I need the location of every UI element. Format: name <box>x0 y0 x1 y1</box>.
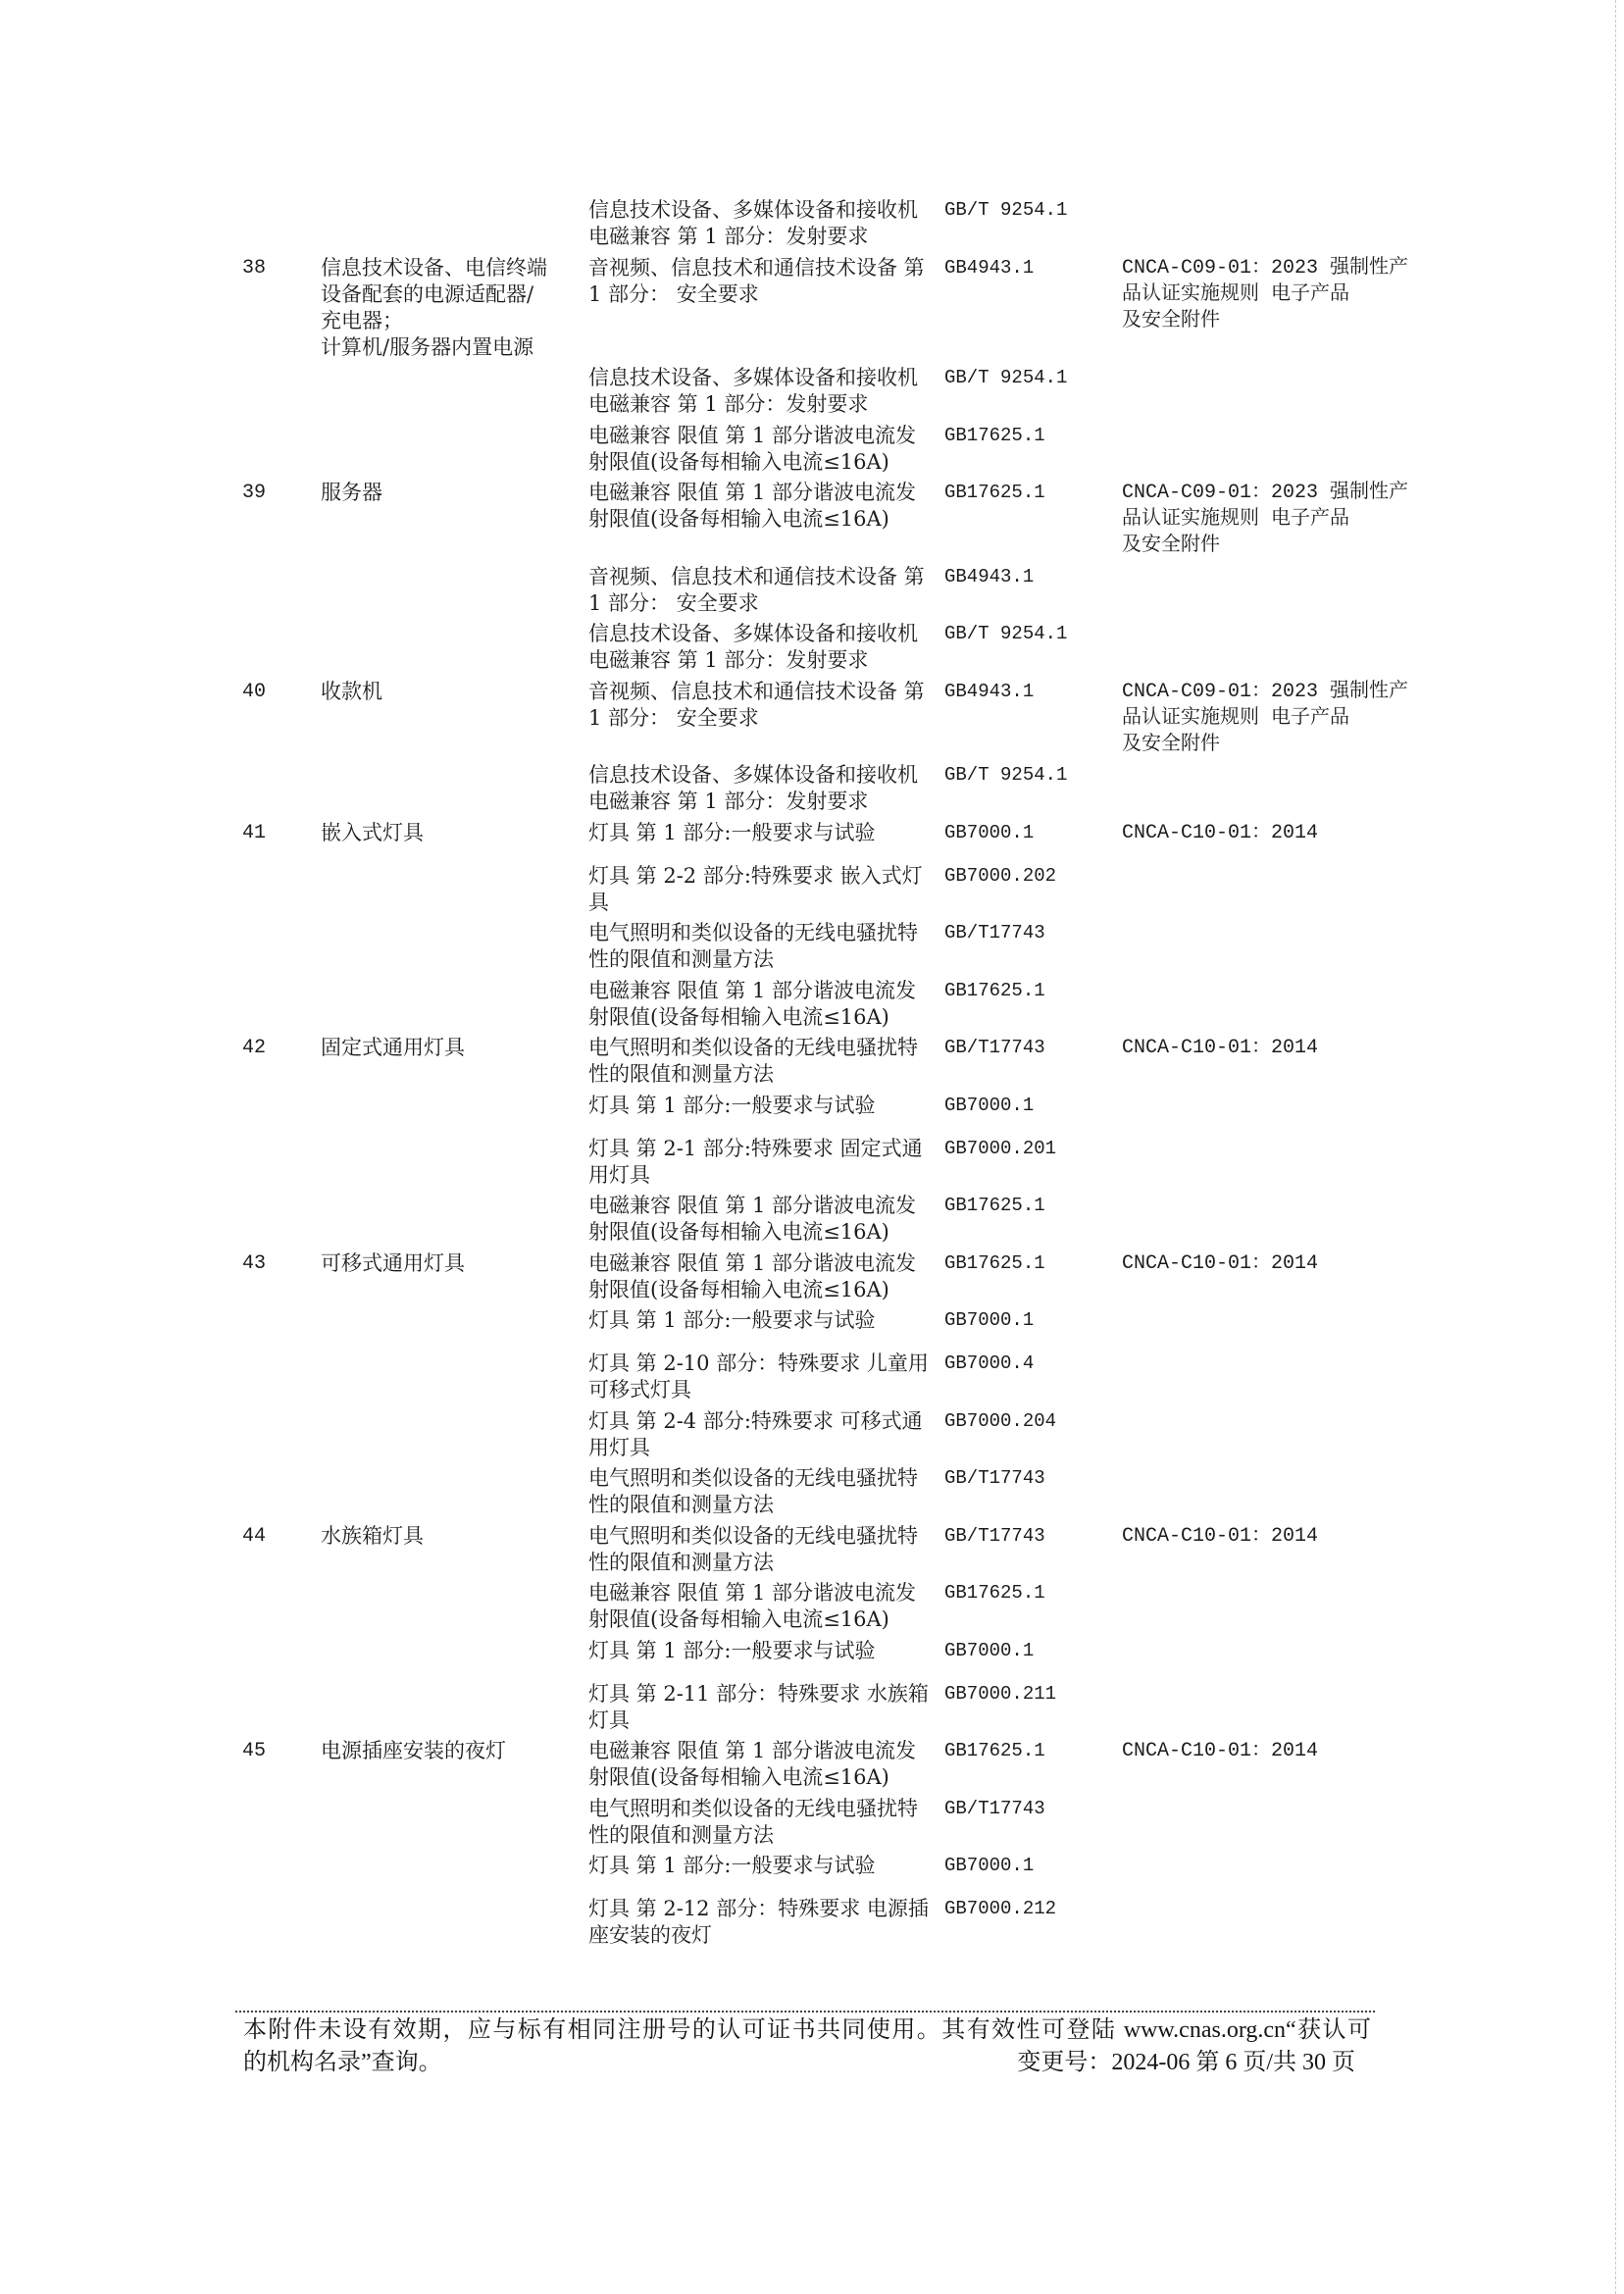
row-number: 44 <box>242 1524 267 1548</box>
standard-number: GB/T 9254.1 <box>944 367 1068 388</box>
product-name <box>321 621 588 674</box>
standard-name <box>588 1681 944 1734</box>
standard-name <box>588 1580 944 1633</box>
product-name <box>321 1307 588 1347</box>
certification-rule <box>1122 564 1416 617</box>
standard-name <box>588 365 944 418</box>
table-row <box>242 1853 1416 1896</box>
certification-rule <box>1122 480 1416 559</box>
standard-name <box>588 423 944 476</box>
standard-name-line: 座安装的夜灯 <box>588 1923 712 1947</box>
certification-rule-line: CNCA-C10-01：2014 <box>1122 1037 1319 1059</box>
product-name <box>321 1035 588 1088</box>
standard-name-line: 1 部分： 安全要求 <box>588 281 759 306</box>
standard-name <box>588 1035 944 1088</box>
product-name <box>321 423 588 476</box>
standard-name-line: 信息技术设备、多媒体设备和接收机 <box>588 366 918 389</box>
row-number <box>242 1351 321 1403</box>
certification-rule-line: 及安全附件 <box>1122 733 1220 756</box>
certification-rule <box>1122 365 1416 418</box>
table-row <box>242 1465 1416 1523</box>
standard-name <box>588 1408 944 1461</box>
product-name-line: 可移式通用灯具 <box>321 1250 465 1275</box>
product-name <box>321 255 588 361</box>
table-row <box>242 1681 1416 1739</box>
row-number <box>242 1465 321 1518</box>
standard-number: GB17625.1 <box>944 1195 1045 1216</box>
product-name-line: 设备配套的电源适配器/ <box>321 281 534 306</box>
row-number <box>242 863 321 916</box>
product-name <box>321 480 588 559</box>
product-name <box>321 679 588 758</box>
standard-name-line: 射限值(设备每相输入电流≤16A) <box>588 1765 889 1789</box>
row-number: 42 <box>242 1037 267 1059</box>
standard-number: GB17625.1 <box>944 482 1045 503</box>
standard-name-line: 电气照明和类似设备的无线电骚扰特 <box>588 1523 918 1548</box>
table-row <box>242 365 1416 423</box>
product-name <box>321 1465 588 1518</box>
row-number <box>242 762 321 815</box>
product-name-line: 收款机 <box>321 679 382 703</box>
table-row <box>242 1796 1416 1854</box>
standard-name-line: 电气照明和类似设备的无线电骚扰特 <box>588 1466 918 1490</box>
standard-name-line: 信息技术设备、多媒体设备和接收机 <box>588 763 918 787</box>
standard-name <box>588 1738 944 1791</box>
certification-rule <box>1122 820 1416 859</box>
standard-name <box>588 1193 944 1246</box>
certification-rule <box>1122 1796 1416 1849</box>
certification-rule <box>1122 863 1416 916</box>
standard-name-line: 灯具 第 2-2 部分:特殊要求 嵌入式灯 <box>588 863 923 888</box>
standard-name-line: 用灯具 <box>588 1435 650 1459</box>
table-row <box>242 1580 1416 1638</box>
standard-name-line: 可移式灯具 <box>588 1378 691 1402</box>
certification-rule <box>1122 1681 1416 1734</box>
standard-number: GB4943.1 <box>944 680 1035 702</box>
standard-name-line: 灯具 第 2-1 部分:特殊要求 固定式通 <box>588 1136 923 1160</box>
table-row <box>242 820 1416 863</box>
certification-rule-line: CNCA-C09-01：2023 强制性产 <box>1122 482 1409 504</box>
standard-number: GB7000.201 <box>944 1137 1057 1159</box>
certification-rule <box>1122 1408 1416 1461</box>
standard-name-line: 性的限值和测量方法 <box>588 947 774 971</box>
row-number <box>242 920 321 973</box>
certification-rule <box>1122 920 1416 973</box>
standard-name <box>588 1136 944 1189</box>
standard-name <box>588 255 944 361</box>
standard-number: GB7000.4 <box>944 1352 1035 1374</box>
table-row <box>242 679 1416 763</box>
scan-edge-line <box>1615 0 1616 2294</box>
row-number <box>242 621 321 674</box>
standard-name <box>588 564 944 617</box>
accreditation-scope-table <box>242 197 1416 1954</box>
table-row <box>242 1307 1416 1351</box>
certification-rule <box>1122 1351 1416 1403</box>
certification-rule-line: 品认证实施规则 电子产品 <box>1122 282 1350 306</box>
standard-name <box>588 1523 944 1576</box>
standard-name-line: 信息技术设备、多媒体设备和接收机 <box>588 198 918 222</box>
product-name <box>321 1796 588 1849</box>
row-number <box>242 1136 321 1189</box>
footer-validity-note: 本附件未设有效期，应与标有相同注册号的认可证书共同使用。其有效性可登陆 www.cnas.org.cn“获认可 <box>243 2017 1371 2043</box>
table-row <box>242 1193 1416 1250</box>
table-row <box>242 1136 1416 1194</box>
standard-name-line: 灯具 第 2-10 部分：特殊要求 儿童用 <box>588 1351 929 1375</box>
standard-name-line: 射限值(设备每相输入电流≤16A) <box>588 1607 889 1631</box>
certification-rule-line: CNCA-C10-01：2014 <box>1122 1251 1319 1275</box>
standard-name <box>588 920 944 973</box>
standard-name <box>588 1093 944 1132</box>
certification-rule <box>1122 1896 1416 1949</box>
certification-rule <box>1122 1523 1416 1576</box>
product-name-line: 嵌入式灯具 <box>321 820 424 844</box>
certification-rule <box>1122 1035 1416 1088</box>
product-name <box>321 1638 588 1677</box>
product-name <box>321 1580 588 1633</box>
certification-rule <box>1122 1738 1416 1791</box>
product-name-line: 电源插座安装的夜灯 <box>321 1739 506 1762</box>
standard-name-line: 灯具 第 1 部分:一般要求与试验 <box>588 1308 876 1332</box>
standard-name-line: 灯具 <box>588 1708 630 1732</box>
table-row <box>242 1408 1416 1466</box>
standard-name <box>588 1351 944 1403</box>
row-number: 45 <box>242 1740 267 1762</box>
standard-name-line: 射限值(设备每相输入电流≤16A) <box>588 1004 889 1029</box>
standard-name-line: 灯具 第 2-11 部分：特殊要求 水族箱 <box>588 1681 929 1706</box>
standard-name-line: 性的限值和测量方法 <box>588 1062 774 1086</box>
standard-number: GB7000.1 <box>944 821 1035 843</box>
row-number <box>242 978 321 1031</box>
standard-number: GB/T17743 <box>944 1524 1045 1547</box>
standard-name-line: 电气照明和类似设备的无线电骚扰特 <box>588 1796 918 1820</box>
standard-name-line: 音视频、信息技术和通信技术设备 第 <box>588 564 925 588</box>
standard-number: GB/T17743 <box>944 922 1045 943</box>
standard-name-line: 音视频、信息技术和通信技术设备 第 <box>588 255 925 280</box>
certification-rule-line: CNCA-C10-01：2014 <box>1122 1740 1319 1762</box>
standard-name-line: 性的限值和测量方法 <box>588 1493 774 1516</box>
product-name-line: 固定式通用灯具 <box>321 1036 465 1059</box>
standard-number: GB/T17743 <box>944 1797 1045 1819</box>
certification-rule-line: CNCA-C10-01：2014 <box>1122 821 1319 844</box>
standard-number: GB7000.204 <box>944 1409 1057 1432</box>
table-row <box>242 762 1416 820</box>
standard-name-line: 射限值(设备每相输入电流≤16A) <box>588 1220 889 1244</box>
row-number <box>242 1896 321 1949</box>
standard-name-line: 性的限值和测量方法 <box>588 1550 774 1574</box>
certification-rule-line: CNCA-C09-01：2023 强制性产 <box>1122 256 1409 280</box>
standard-number: GB4943.1 <box>944 565 1035 587</box>
standard-name-line: 音视频、信息技术和通信技术设备 第 <box>588 679 925 703</box>
standard-name-line: 电磁兼容 限值 第 1 部分谐波电流发 <box>588 1194 917 1217</box>
certification-rule-line: CNCA-C09-01：2023 强制性产 <box>1122 680 1409 703</box>
standard-name-line: 射限值(设备每相输入电流≤16A) <box>588 1277 889 1301</box>
standard-name <box>588 1307 944 1347</box>
product-name-line: 服务器 <box>321 481 382 504</box>
product-name <box>321 762 588 815</box>
product-name <box>321 1351 588 1403</box>
product-name <box>321 820 588 859</box>
certification-rule <box>1122 255 1416 361</box>
certification-rule <box>1122 1193 1416 1246</box>
standard-name-line: 1 部分： 安全要求 <box>588 590 759 615</box>
product-name <box>321 1681 588 1734</box>
standard-name-line: 电磁兼容 限值 第 1 部分谐波电流发 <box>588 481 917 504</box>
row-number <box>242 1193 321 1246</box>
standard-name-line: 射限值(设备每相输入电流≤16A) <box>588 507 889 531</box>
standard-name <box>588 1638 944 1677</box>
row-number <box>242 1307 321 1347</box>
standard-name <box>588 621 944 674</box>
standard-name <box>588 762 944 815</box>
row-number <box>242 1853 321 1892</box>
standard-name <box>588 1250 944 1303</box>
standard-name-line: 电磁兼容 第 1 部分：发射要求 <box>588 392 869 416</box>
row-number: 40 <box>242 680 267 703</box>
standard-name-line: 电磁兼容 限值 第 1 部分谐波电流发 <box>588 423 917 447</box>
certification-rule-line: 及安全附件 <box>1122 309 1220 332</box>
standard-name-line: 电气照明和类似设备的无线电骚扰特 <box>588 1036 918 1059</box>
standard-name <box>588 1896 944 1949</box>
table-row <box>242 1035 1416 1093</box>
standard-number: GB17625.1 <box>944 424 1045 446</box>
product-name <box>321 1738 588 1791</box>
standard-name-line: 射限值(设备每相输入电流≤16A) <box>588 449 889 474</box>
standard-number: GB7000.1 <box>944 1094 1035 1116</box>
row-number <box>242 1408 321 1461</box>
product-name <box>321 1853 588 1892</box>
table-row <box>242 920 1416 978</box>
standard-name <box>588 679 944 758</box>
row-number: 41 <box>242 821 267 844</box>
standard-number: GB7000.1 <box>944 1639 1035 1661</box>
certification-rule <box>1122 1093 1416 1132</box>
product-name-line: 水族箱灯具 <box>321 1523 424 1548</box>
certification-rule <box>1122 423 1416 476</box>
standard-number: GB/T 9254.1 <box>944 623 1068 644</box>
table-row <box>242 480 1416 564</box>
standard-name-line: 信息技术设备、多媒体设备和接收机 <box>588 622 918 645</box>
certification-rule <box>1122 679 1416 758</box>
standard-number: GB/T17743 <box>944 1467 1045 1489</box>
table-row <box>242 255 1416 366</box>
product-name <box>321 197 588 250</box>
standard-name-line: 电磁兼容 第 1 部分：发射要求 <box>588 225 869 248</box>
table-row <box>242 621 1416 679</box>
standard-number: GB4943.1 <box>944 256 1035 279</box>
product-name <box>321 1193 588 1246</box>
product-name <box>321 1250 588 1303</box>
certification-rule <box>1122 978 1416 1031</box>
footer-second-line <box>243 2047 1371 2079</box>
standard-name <box>588 480 944 559</box>
standard-name-line: 灯具 第 2-4 部分:特殊要求 可移式通 <box>588 1408 923 1433</box>
product-name <box>321 1896 588 1949</box>
table-row <box>242 1351 1416 1408</box>
standard-name-line: 电磁兼容 限值 第 1 部分谐波电流发 <box>588 978 917 1002</box>
product-name <box>321 920 588 973</box>
standard-number: GB7000.202 <box>944 864 1057 887</box>
certification-rule-line: CNCA-C10-01：2014 <box>1122 1524 1319 1548</box>
certification-rule <box>1122 1580 1416 1633</box>
standard-name <box>588 197 944 250</box>
certification-rule <box>1122 1307 1416 1347</box>
row-number <box>242 1681 321 1734</box>
standard-number: GB7000.1 <box>944 1309 1035 1331</box>
table-row <box>242 978 1416 1036</box>
product-name <box>321 978 588 1031</box>
standard-number: GB17625.1 <box>944 1740 1045 1761</box>
table-row <box>242 423 1416 481</box>
standard-name-line: 灯具 第 2-12 部分：特殊要求 电源插 <box>588 1897 929 1920</box>
product-name <box>321 863 588 916</box>
certification-rule <box>1122 1465 1416 1518</box>
standard-name-line: 灯具 第 1 部分:一般要求与试验 <box>588 1093 876 1117</box>
table-row <box>242 1738 1416 1796</box>
row-number <box>242 423 321 476</box>
standard-name <box>588 863 944 916</box>
footer-validity-note-end: 的机构名录”查询。 <box>243 2050 442 2075</box>
product-name-line: 信息技术设备、电信终端 <box>321 255 547 280</box>
standard-name-line: 电磁兼容 第 1 部分：发射要求 <box>588 648 869 672</box>
page-number: 变更号：2024-06 第 6 页/共 30 页 <box>1017 2050 1355 2075</box>
standard-number: GB7000.212 <box>944 1898 1057 1919</box>
certification-rule <box>1122 1250 1416 1303</box>
row-number <box>242 1580 321 1633</box>
standard-name <box>588 1465 944 1518</box>
standard-name-line: 性的限值和测量方法 <box>588 1822 774 1847</box>
table-row <box>242 1093 1416 1136</box>
standard-name-line: 电气照明和类似设备的无线电骚扰特 <box>588 921 918 944</box>
product-name-line: 计算机/服务器内置电源 <box>321 334 534 359</box>
row-number <box>242 1638 321 1677</box>
standard-name <box>588 1853 944 1892</box>
standard-number: GB7000.211 <box>944 1682 1057 1705</box>
product-name <box>321 1523 588 1576</box>
standard-name-line: 灯具 第 1 部分:一般要求与试验 <box>588 820 876 844</box>
product-name <box>321 365 588 418</box>
standard-name-line: 用灯具 <box>588 1162 650 1187</box>
standard-number: GB7000.1 <box>944 1855 1035 1876</box>
standard-name <box>588 978 944 1031</box>
product-name-line: 充电器； <box>321 308 403 332</box>
standard-number: GB17625.1 <box>944 1582 1045 1604</box>
standard-name-line: 具 <box>588 890 609 914</box>
row-number <box>242 564 321 617</box>
table-row <box>242 1896 1416 1954</box>
row-number <box>242 1093 321 1132</box>
standard-name-line: 电磁兼容 限值 第 1 部分谐波电流发 <box>588 1250 917 1275</box>
certification-rule-line: 品认证实施规则 电子产品 <box>1122 508 1350 531</box>
standard-name-line: 灯具 第 1 部分:一般要求与试验 <box>588 1854 876 1877</box>
row-number <box>242 365 321 418</box>
certification-rule <box>1122 197 1416 250</box>
standard-name-line: 电磁兼容 限值 第 1 部分谐波电流发 <box>588 1581 917 1605</box>
row-number: 39 <box>242 482 267 504</box>
certification-rule <box>1122 1853 1416 1892</box>
product-name <box>321 1136 588 1189</box>
standard-number: GB17625.1 <box>944 1251 1045 1274</box>
row-number <box>242 197 321 250</box>
standard-name-line: 灯具 第 1 部分:一般要求与试验 <box>588 1638 876 1662</box>
table-row <box>242 197 1416 255</box>
standard-name <box>588 1796 944 1849</box>
table-row <box>242 1250 1416 1308</box>
product-name <box>321 1093 588 1132</box>
standard-number: GB17625.1 <box>944 979 1045 1001</box>
standard-name-line: 1 部分： 安全要求 <box>588 705 759 730</box>
product-name <box>321 564 588 617</box>
page-footer <box>243 2014 1371 2079</box>
standard-name-line: 电磁兼容 第 1 部分：发射要求 <box>588 790 869 813</box>
certification-rule <box>1122 621 1416 674</box>
row-number: 38 <box>242 256 267 280</box>
standard-number: GB/T17743 <box>944 1037 1045 1058</box>
table-row <box>242 1638 1416 1681</box>
product-name <box>321 1408 588 1461</box>
row-number <box>242 1796 321 1849</box>
standard-number: GB/T 9254.1 <box>944 199 1068 221</box>
table-row <box>242 863 1416 921</box>
footer-divider <box>235 2011 1375 2013</box>
certification-rule <box>1122 762 1416 815</box>
certification-rule <box>1122 1638 1416 1677</box>
standard-number: GB/T 9254.1 <box>944 764 1068 786</box>
certification-rule-line: 及安全附件 <box>1122 535 1220 557</box>
table-row <box>242 1523 1416 1581</box>
certification-rule <box>1122 1136 1416 1189</box>
standard-name <box>588 820 944 859</box>
row-number: 43 <box>242 1251 267 1275</box>
table-row <box>242 564 1416 622</box>
certification-rule-line: 品认证实施规则 电子产品 <box>1122 706 1350 730</box>
standard-name-line: 电磁兼容 限值 第 1 部分谐波电流发 <box>588 1739 917 1762</box>
